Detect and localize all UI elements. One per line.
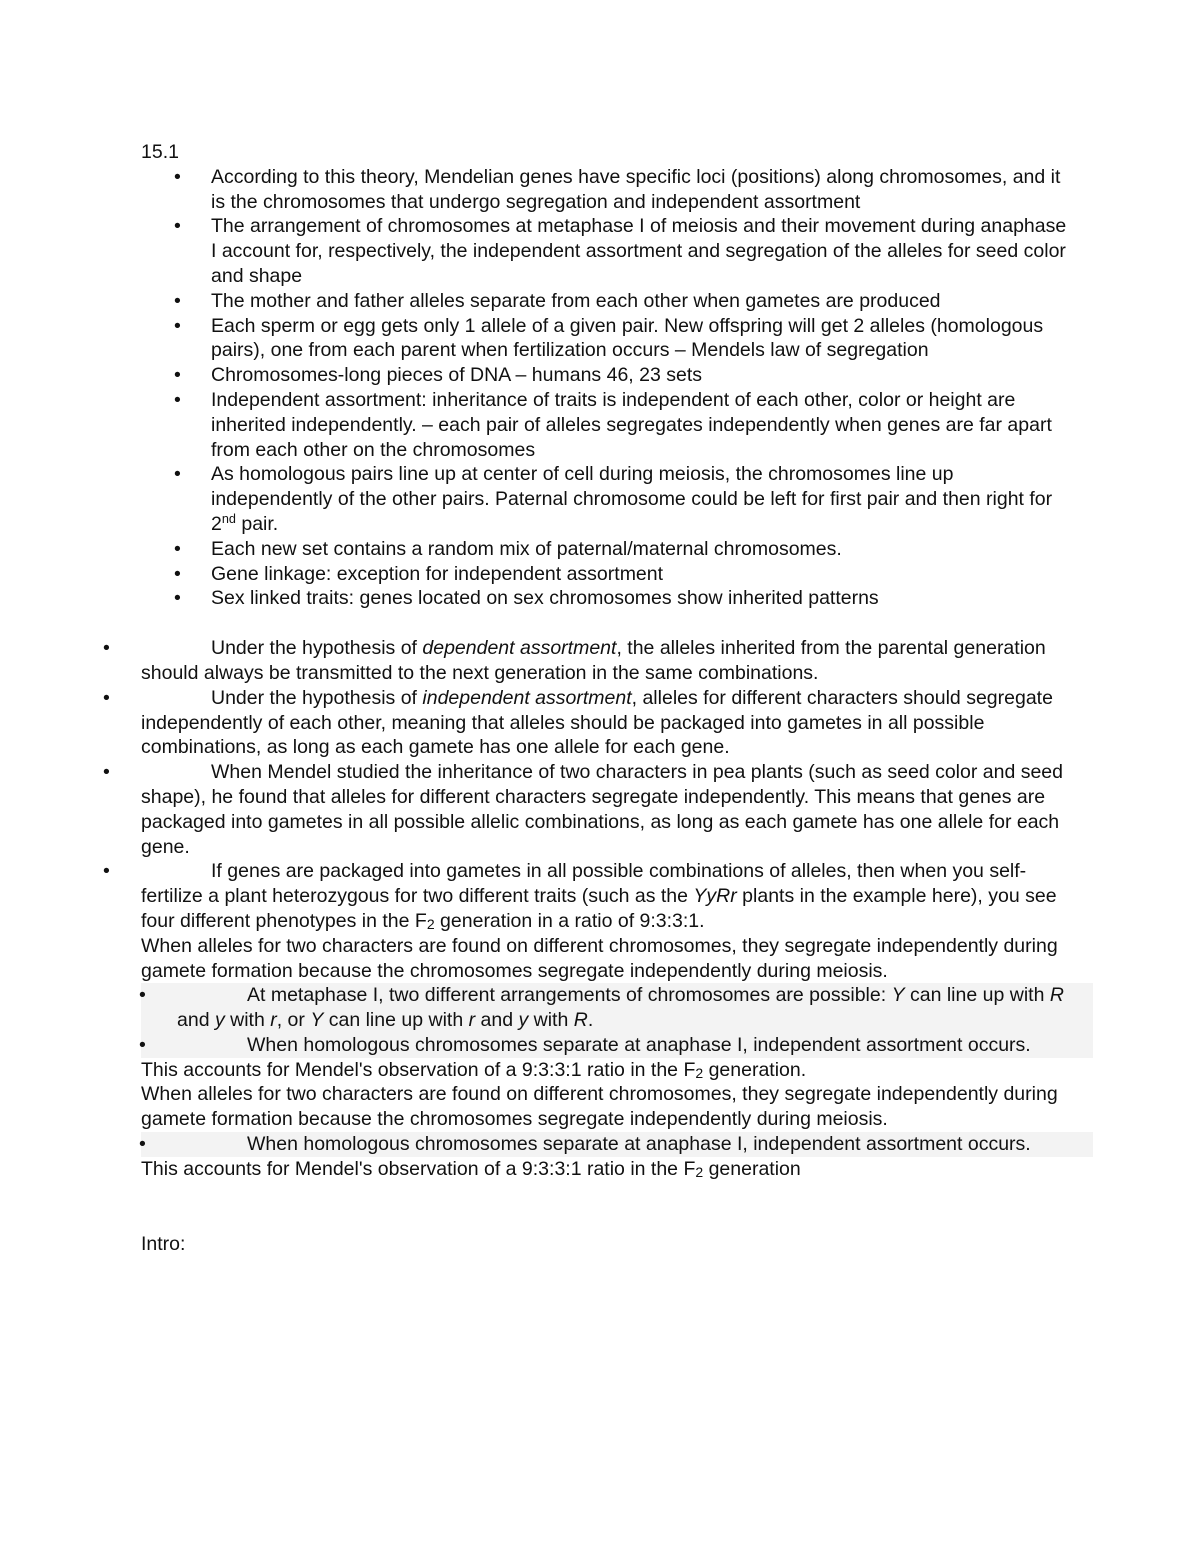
section-heading: 15.1 [141,141,179,163]
bullet-icon: • [174,388,181,411]
list-item: • Chromosomes-long pieces of DNA – humans 46, 23 sets [174,364,702,387]
bullet-icon: • [139,984,146,1007]
list-item: • When homologous chromosomes separate at anaphase I, independent assortment occurs. [141,1132,1093,1157]
list-item: • Each sperm or egg gets only 1 allele of a given pair. New offspring will get 2 alleles (homologous pairs), one from each parent when fertilization occurs – Mendels law of segregation [174,314,1044,362]
list-item: • When homologous chromosomes separate at anaphase I, independent assortment occurs. [141,1033,1093,1058]
list-item: • Gene linkage: exception for independent assortment [174,562,664,585]
list-item: • When Mendel studied the inheritance of two characters in pea plants (such as seed color and seed shape), he found that alleles for different characters segregate independently. This means that genes are packaged into gametes in all possible allelic combinations, as long as each gamete has one allele for each gene. [103,761,1064,858]
bullet-icon: • [103,686,110,709]
bullet-icon: • [139,1033,146,1056]
bullet-icon: • [174,215,181,238]
inner-bullet-list [141,165,1071,611]
bullet-icon: • [174,364,181,387]
bullet-icon: • [174,587,181,610]
bullet-icon: • [174,289,181,312]
list-item: • The arrangement of chromosomes at metaphase I of meiosis and their movement during anaphase I account for, respectively, the independent assortment and segregation of the alleles for seed color and shape [174,215,1067,287]
list-item: • Sex linked traits: genes located on sex chromosomes show inherited patterns [174,587,879,610]
list-item: • The mother and father alleles separate from each other when gametes are produced [174,289,941,312]
bullet-icon: • [103,761,110,784]
outer-bullet-list [103,636,1071,1058]
list-item: • Independent assortment: inheritance of traits is independent of each other, color or height are inherited independently. – each pair of alleles segregates independently when genes are far apart from each other on the chromosomes [174,388,1052,461]
document-body [103,140,1071,1256]
bullet-icon: • [103,637,110,660]
paragraph: When alleles for two characters are found on different chromosomes, they segregate independently during gamete formation because the chromosomes segregate independently during meiosis. [141,1083,1058,1131]
list-item: • As homologous pairs line up at center of cell during meiosis, the chromosomes line up independently of the other pairs. Paternal chromosome could be left for first pair and then right for 2nd pair. [174,463,1053,535]
list-item: • At metaphase I, two different arrangements of chromosomes are possible: Y can line up with R and y with r, or Y can line up with r and y with R. [141,983,1093,1033]
bullet-icon: • [174,463,181,486]
bullet-icon: • [174,165,181,188]
outer-bullet-list-2 [141,1132,1071,1157]
list-item: • Each new set contains a random mix of paternal/maternal chromosomes. [174,537,842,560]
bullet-icon: • [174,314,181,337]
list-item: • According to this theory, Mendelian genes have specific loci (positions) along chromosomes, and it is the chromosomes that undergo segregation and independent assortment [174,165,1061,213]
list-item: • If genes are packaged into gametes in all possible combinations of alleles, then when you self-fertilize a plant heterozygous for two different traits (such as the YyRr plants in the example here), you see four different phenotypes in the $F_2$ generation in a ratio of 9:3:3:1. When alleles for two characters are found on different chromosomes, they segregate independently during gamete formation because the chromosomes segregate independently during meiosis. [103,860,1058,982]
spacer [141,611,1071,636]
intro-label: Intro: [141,1232,186,1255]
list-item: • Under the hypothesis of dependent assortment, the alleles inherited from the parental generation should always be transmitted to the next generation in the same combinations. [103,637,1046,684]
bullet-icon: • [174,537,181,560]
bullet-icon: • [103,860,110,883]
paragraph: This accounts for Mendel's observation of a 9:3:3:1 ratio in the $F_2$ generation. [141,1058,807,1081]
bullet-icon: • [174,562,181,585]
bullet-icon: • [139,1133,146,1156]
list-item: • Under the hypothesis of independent assortment, alleles for different characters should segregate independently of each other, meaning that alleles should be packaged into gametes in all possible combinations, as long as each gamete has one allele for each gene. [103,686,1053,759]
paragraph: This accounts for Mendel's observation of a 9:3:3:1 ratio in the $F_2$ generation [141,1157,801,1180]
